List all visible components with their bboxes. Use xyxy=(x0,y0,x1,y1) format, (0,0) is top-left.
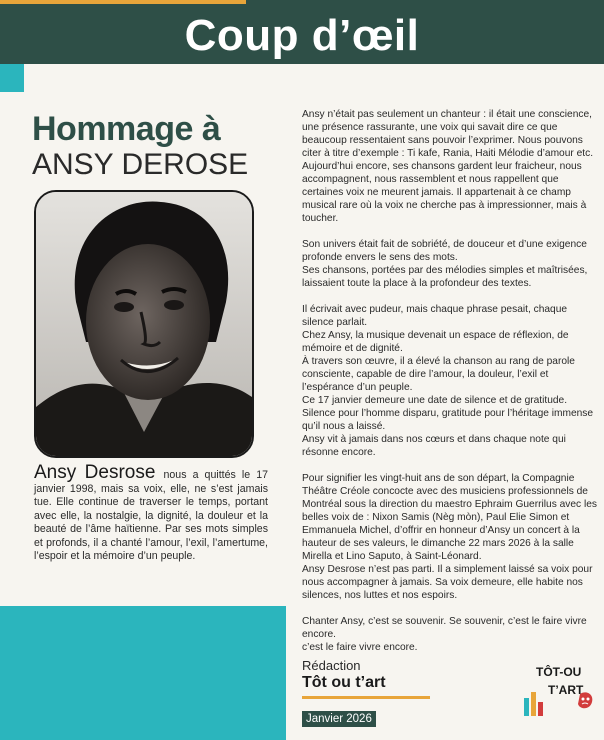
hommage-heading: Hommage à xyxy=(32,110,221,148)
article-paragraph-2 xyxy=(302,238,598,290)
article-line: Ses chansons, portées par des mélodies simples et maîtrisées, laissaient toute la place à la profondeur des textes. xyxy=(302,265,588,289)
bio-paragraph xyxy=(34,463,268,563)
article-paragraph-3 xyxy=(302,303,598,459)
article-line: Chez Ansy, la musique devenait un espace de réflexion, de mémoire et de dignité. xyxy=(302,330,569,354)
article-line: Il écrivait avec pudeur, mais chaque phrase pesait, chaque silence parlait. xyxy=(302,304,568,328)
redaction-underline xyxy=(302,696,430,699)
date-badge: Janvier 2026 xyxy=(302,711,376,727)
logo-text-line1: TÔT-OU xyxy=(536,665,582,679)
portrait-photo-icon xyxy=(36,192,252,456)
bio-name: Ansy Desrose xyxy=(34,462,156,483)
article-paragraph-5 xyxy=(302,615,598,654)
article-line: Ce 17 janvier demeure une date de silence et de gratitude. Silence pour l’homme disparu, gratitude pour l’héritage immense qu’il nous a laissé. xyxy=(302,395,594,432)
article-column xyxy=(302,108,598,667)
article-paragraph-1: Ansy n’était pas seulement un chanteur : il était une conscience, une présence rassurante, une voix qui savait dire ce que beaucoup ressentaient sans pouvoir l’exprimer. Nous pouvons citer à titre d’exemple : Ti kafe, Rania, Haiti Mélodie d’amour etc. Aujourd’hui encore, ses chansons gardent leur fraicheur, nous accompagnent, nous rassemblent et nous rappellent que certaines voix ne meurent jamais. Il appartenait à ce champ musical rare où la voix ne cherche pas à impressionner, mais à toucher. xyxy=(302,109,594,224)
page-title: Coup d’œil xyxy=(184,11,420,60)
redaction-label: Rédaction xyxy=(302,658,361,673)
header-banner xyxy=(0,0,604,64)
teal-accent-block xyxy=(0,606,286,740)
tot-ou-tart-logo xyxy=(518,664,598,726)
article-line: Son univers était fait de sobriété, de douceur et d’une exigence profonde envers le sens des mots. xyxy=(302,239,587,263)
bio-text: nous a quittés le 17 janvier 1998, mais sa voix, elle, ne s’est jamais tue. Elle continue de traverser le temps, portant avec elle, la nostalgie, la dignité, la douleur et la beauté de l’âme haïtienne. Par ses mots simples et profonds, il a chanté l’amour, l’exil, l’amertume, l’espoir et la mémoire d’un peuple. xyxy=(34,469,268,563)
article-line: Ansy vit à jamais dans nos cœurs et dans chaque note qui résonne encore. xyxy=(302,434,566,458)
article-line: Chanter Ansy, c’est se souvenir. Se souvenir, c’est le faire vivre encore. xyxy=(302,616,587,640)
portrait-photo xyxy=(34,190,254,458)
header-accent-line xyxy=(0,0,246,4)
teal-accent-tab xyxy=(0,64,24,92)
artist-name-heading: ANSY DEROSE xyxy=(32,148,249,181)
article-line: Pour signifier les vingt-huit ans de son départ, la Compagnie Théâtre Créole concocte avec des musiciens professionnels de Montréal sous la direction du maestro Ephraim Guerrilus avec les belles voix de : Nixon Samis (Nèg mòn), Paul Elie Simon et Emmanuela Michel, d’offrir en honneur d’Ansy un concert à la hauteur de ses valeurs, le dimanche 22 mars 2026 à la salle Mirella et Lino Saputo, à Saint-Léonard. xyxy=(302,473,597,562)
article-line: À travers son œuvre, il a élevé la chanson au rang de parole consciente, capable de dire l’amour, la douleur, l’exil et l’espérance d’un peuple. xyxy=(302,356,575,393)
logo-text-line2: T’ART xyxy=(548,683,584,697)
article-line: c’est le faire vivre encore. xyxy=(302,642,418,653)
redaction-name: Tôt ou t’art xyxy=(302,674,386,691)
article-line: Ansy Desrose n’est pas parti. Il a simplement laissé sa voix pour nous accompagner à jamais. Sa voix demeure, elle habite nos silences, nos luttes et nos espoirs. xyxy=(302,564,593,601)
article-paragraph-4 xyxy=(302,472,598,602)
